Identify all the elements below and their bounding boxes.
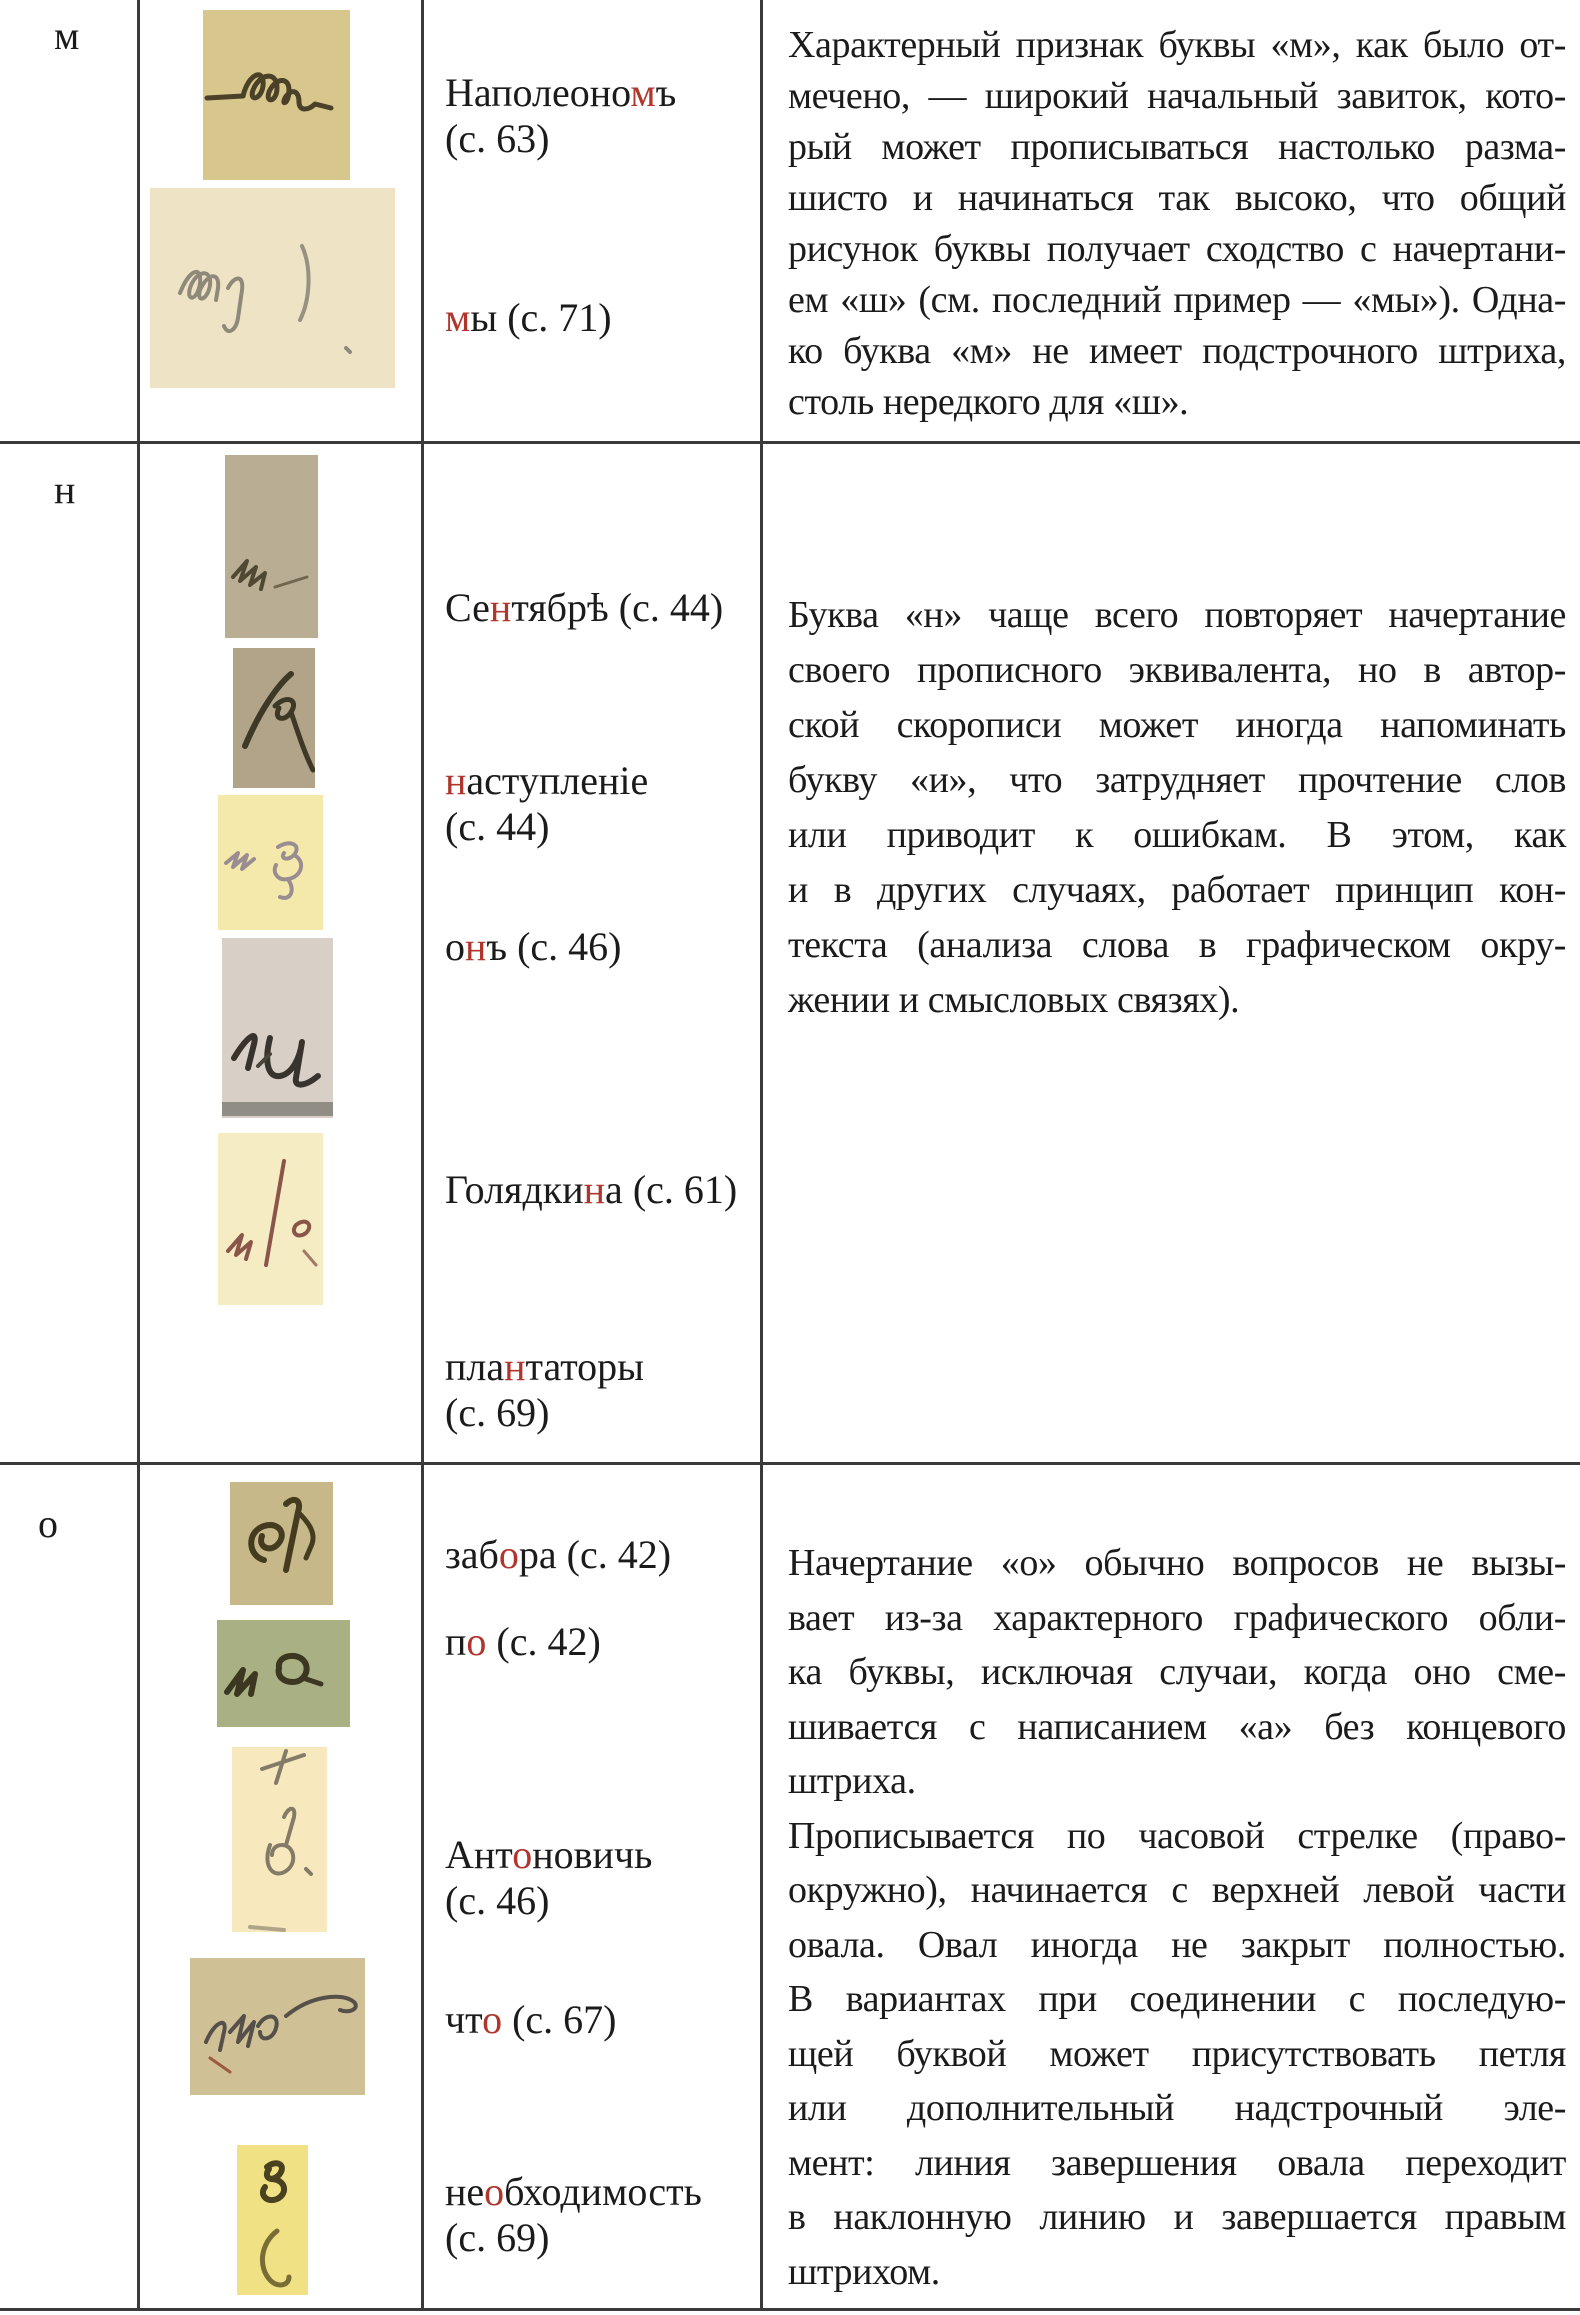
page-reference: (с. 69) bbox=[445, 1390, 550, 1435]
description-line: Начертание «о» обычно вопросов не вызы- bbox=[788, 1542, 1566, 1584]
row-letter-м: м bbox=[54, 13, 80, 58]
description-text bbox=[788, 1536, 1566, 2299]
word-part: ы bbox=[470, 295, 498, 340]
example-word-label bbox=[445, 295, 612, 341]
table-rule-vertical bbox=[137, 0, 140, 2311]
highlighted-letter: н bbox=[583, 1167, 606, 1212]
highlighted-letter: о bbox=[498, 1532, 519, 1577]
example-word bbox=[445, 758, 648, 804]
highlighted-letter: н bbox=[465, 924, 487, 969]
highlighted-letter: н bbox=[445, 758, 467, 803]
example-word bbox=[445, 70, 676, 116]
word-part: бходимость bbox=[504, 2169, 702, 2214]
example-word-label bbox=[445, 1532, 671, 1578]
word-part: Ант bbox=[445, 1832, 513, 1877]
handwriting-sample-v bbox=[237, 2145, 308, 2295]
word-part: а bbox=[605, 1167, 623, 1212]
page-reference: (с. 61) bbox=[622, 1167, 738, 1212]
description-line: и в других случаях, работает принцип кон- bbox=[788, 869, 1566, 911]
word-part: Наполеоно bbox=[445, 70, 631, 115]
highlighted-letter: н bbox=[504, 1344, 526, 1389]
word-part: пла bbox=[445, 1344, 505, 1389]
example-word bbox=[445, 1532, 671, 1578]
description-line: рый может прописываться настолько разма- bbox=[788, 126, 1566, 168]
example-word-label bbox=[445, 2169, 702, 2261]
handwriting-sample-b bbox=[232, 1747, 327, 1932]
word-part: Голядки bbox=[445, 1167, 584, 1212]
description-line: в наклонную линию и завершается правым bbox=[788, 2196, 1566, 2238]
word-part: тябрѣ bbox=[511, 585, 609, 630]
description-line: или дополнительный надстрочный эле- bbox=[788, 2087, 1566, 2129]
description-line: шисто и начинаться так высоко, что общий bbox=[788, 177, 1566, 219]
table-rule-horizontal bbox=[0, 441, 1580, 444]
description-line: мечено, — широкий начальный завиток, кото- bbox=[788, 75, 1566, 117]
description-line: ской скорописи может иногда напоминать bbox=[788, 704, 1566, 746]
description-line: букву «и», что затрудняет прочтение слов bbox=[788, 759, 1566, 801]
word-part: о bbox=[445, 924, 465, 969]
example-word bbox=[445, 924, 622, 970]
word-part: аступленіе bbox=[466, 758, 649, 803]
sample-dark-band bbox=[222, 1102, 333, 1116]
word-part: новичь bbox=[532, 1832, 653, 1877]
example-word-label bbox=[445, 1619, 601, 1665]
word-part: Се bbox=[445, 585, 490, 630]
example-word-label bbox=[445, 924, 622, 970]
handwriting-sample-n-slash bbox=[218, 1133, 323, 1305]
row-letter-н: н bbox=[54, 467, 76, 512]
description-line: Прописывается по часовой стрелке (право- bbox=[788, 1814, 1566, 1857]
handwriting-sample-ne bbox=[233, 648, 315, 788]
word-part: п bbox=[445, 1619, 467, 1664]
description-line: текста (анализа слова в графическом окру- bbox=[788, 924, 1566, 966]
highlighted-letter: о bbox=[466, 1619, 487, 1664]
description-line: В вариантах при соединении с последую- bbox=[788, 1978, 1566, 2020]
highlighted-letter: м bbox=[445, 295, 471, 340]
page-reference: (с. 42) bbox=[486, 1619, 601, 1664]
handwriting-sample-ii bbox=[225, 455, 318, 638]
highlighted-letter: о bbox=[512, 1832, 533, 1877]
description-line: ем «ш» (см. последний пример — «мы»). Одна- bbox=[788, 279, 1566, 321]
word-part: чт bbox=[445, 1997, 483, 2042]
word-part: ра bbox=[518, 1532, 557, 1577]
row-letter-о: о bbox=[38, 1501, 58, 1546]
example-word-label bbox=[445, 585, 723, 631]
table-rule-vertical bbox=[760, 0, 763, 2311]
page-reference: (с. 63) bbox=[445, 116, 550, 161]
example-word-label bbox=[445, 1344, 644, 1436]
highlighted-letter: о bbox=[482, 1997, 503, 2042]
description-line: Характерный признак буквы «м», как было от- bbox=[788, 24, 1566, 66]
word-part: ъ bbox=[655, 70, 677, 115]
example-word-label bbox=[445, 758, 648, 850]
highlighted-letter: о bbox=[484, 2169, 505, 2214]
description-text bbox=[788, 588, 1566, 1028]
word-part: таторы bbox=[525, 1344, 645, 1389]
handwriting-sample-em bbox=[203, 10, 350, 180]
table-rule-horizontal bbox=[0, 2308, 1580, 2311]
page-reference: (с. 42) bbox=[556, 1532, 672, 1577]
handwriting-sample-my bbox=[150, 188, 395, 388]
example-word-label bbox=[445, 1167, 737, 1213]
page-reference: (с. 71) bbox=[497, 295, 612, 340]
example-word bbox=[445, 1167, 737, 1213]
example-word bbox=[445, 1832, 652, 1878]
description-line: ко буква «м» не имеет подстрочного штриха, bbox=[788, 330, 1566, 372]
description-line: вает из-за характерного графического обли- bbox=[788, 1596, 1566, 1639]
handwriting-sample-no bbox=[217, 1620, 350, 1727]
example-word-label bbox=[445, 70, 676, 162]
page-reference: (с. 67) bbox=[502, 1997, 617, 2042]
word-part: ъ bbox=[486, 924, 508, 969]
example-word bbox=[445, 1997, 616, 2043]
handwriting-sample-iz bbox=[218, 795, 323, 930]
description-line: шивается с написанием «а» без концевого bbox=[788, 1705, 1566, 1748]
example-word bbox=[445, 295, 612, 341]
page-reference: (с. 44) bbox=[608, 585, 724, 630]
description-line: мент: линия завершения овала переходит bbox=[788, 2141, 1566, 2184]
example-word bbox=[445, 585, 723, 631]
description-line: столь нередкого для «ш». bbox=[788, 381, 1189, 423]
description-line: рисунок буквы получает сходство с начертани- bbox=[788, 228, 1566, 270]
description-line: овала. Овал иногда не закрыт полностью. bbox=[788, 1923, 1566, 1966]
description-text bbox=[788, 20, 1566, 428]
description-line: жении и смысловых связях). bbox=[788, 979, 1240, 1021]
example-word bbox=[445, 2169, 702, 2215]
page-reference: (с. 46) bbox=[507, 924, 622, 969]
page-reference: (с. 69) bbox=[445, 2215, 550, 2260]
description-line: окружно), начинается с верхней левой части bbox=[788, 1869, 1566, 1911]
page-reference: (с. 46) bbox=[445, 1878, 550, 1923]
example-word-label bbox=[445, 1832, 652, 1924]
highlighted-letter: н bbox=[489, 585, 512, 630]
description-line: штриха. bbox=[788, 1760, 916, 1802]
description-line: своего прописного эквивалента, но в автор- bbox=[788, 649, 1566, 691]
description-line: штрихом. bbox=[788, 2250, 940, 2293]
table-rule-vertical bbox=[421, 0, 424, 2311]
description-line: щей буквой может присутствовать петля bbox=[788, 2032, 1566, 2075]
highlighted-letter: м bbox=[630, 70, 656, 115]
handwriting-sample-ob bbox=[230, 1482, 333, 1605]
page-reference: (с. 44) bbox=[445, 804, 550, 849]
description-line: Буква «н» чаще всего повторяет начертание bbox=[788, 594, 1566, 636]
example-word bbox=[445, 1344, 644, 1390]
handwriting-sample-ni bbox=[222, 938, 333, 1118]
table-rule-horizontal bbox=[0, 1462, 1580, 1465]
word-part: заб bbox=[445, 1532, 499, 1577]
handwriting-sample-chib bbox=[190, 1958, 365, 2095]
description-line: ка буквы, исключая случаи, когда оно сме- bbox=[788, 1651, 1566, 1693]
description-line: или приводит к ошибкам. В этом, как bbox=[788, 814, 1566, 856]
word-part: не bbox=[445, 2169, 485, 2214]
example-word bbox=[445, 1619, 601, 1665]
example-word-label bbox=[445, 1997, 616, 2043]
